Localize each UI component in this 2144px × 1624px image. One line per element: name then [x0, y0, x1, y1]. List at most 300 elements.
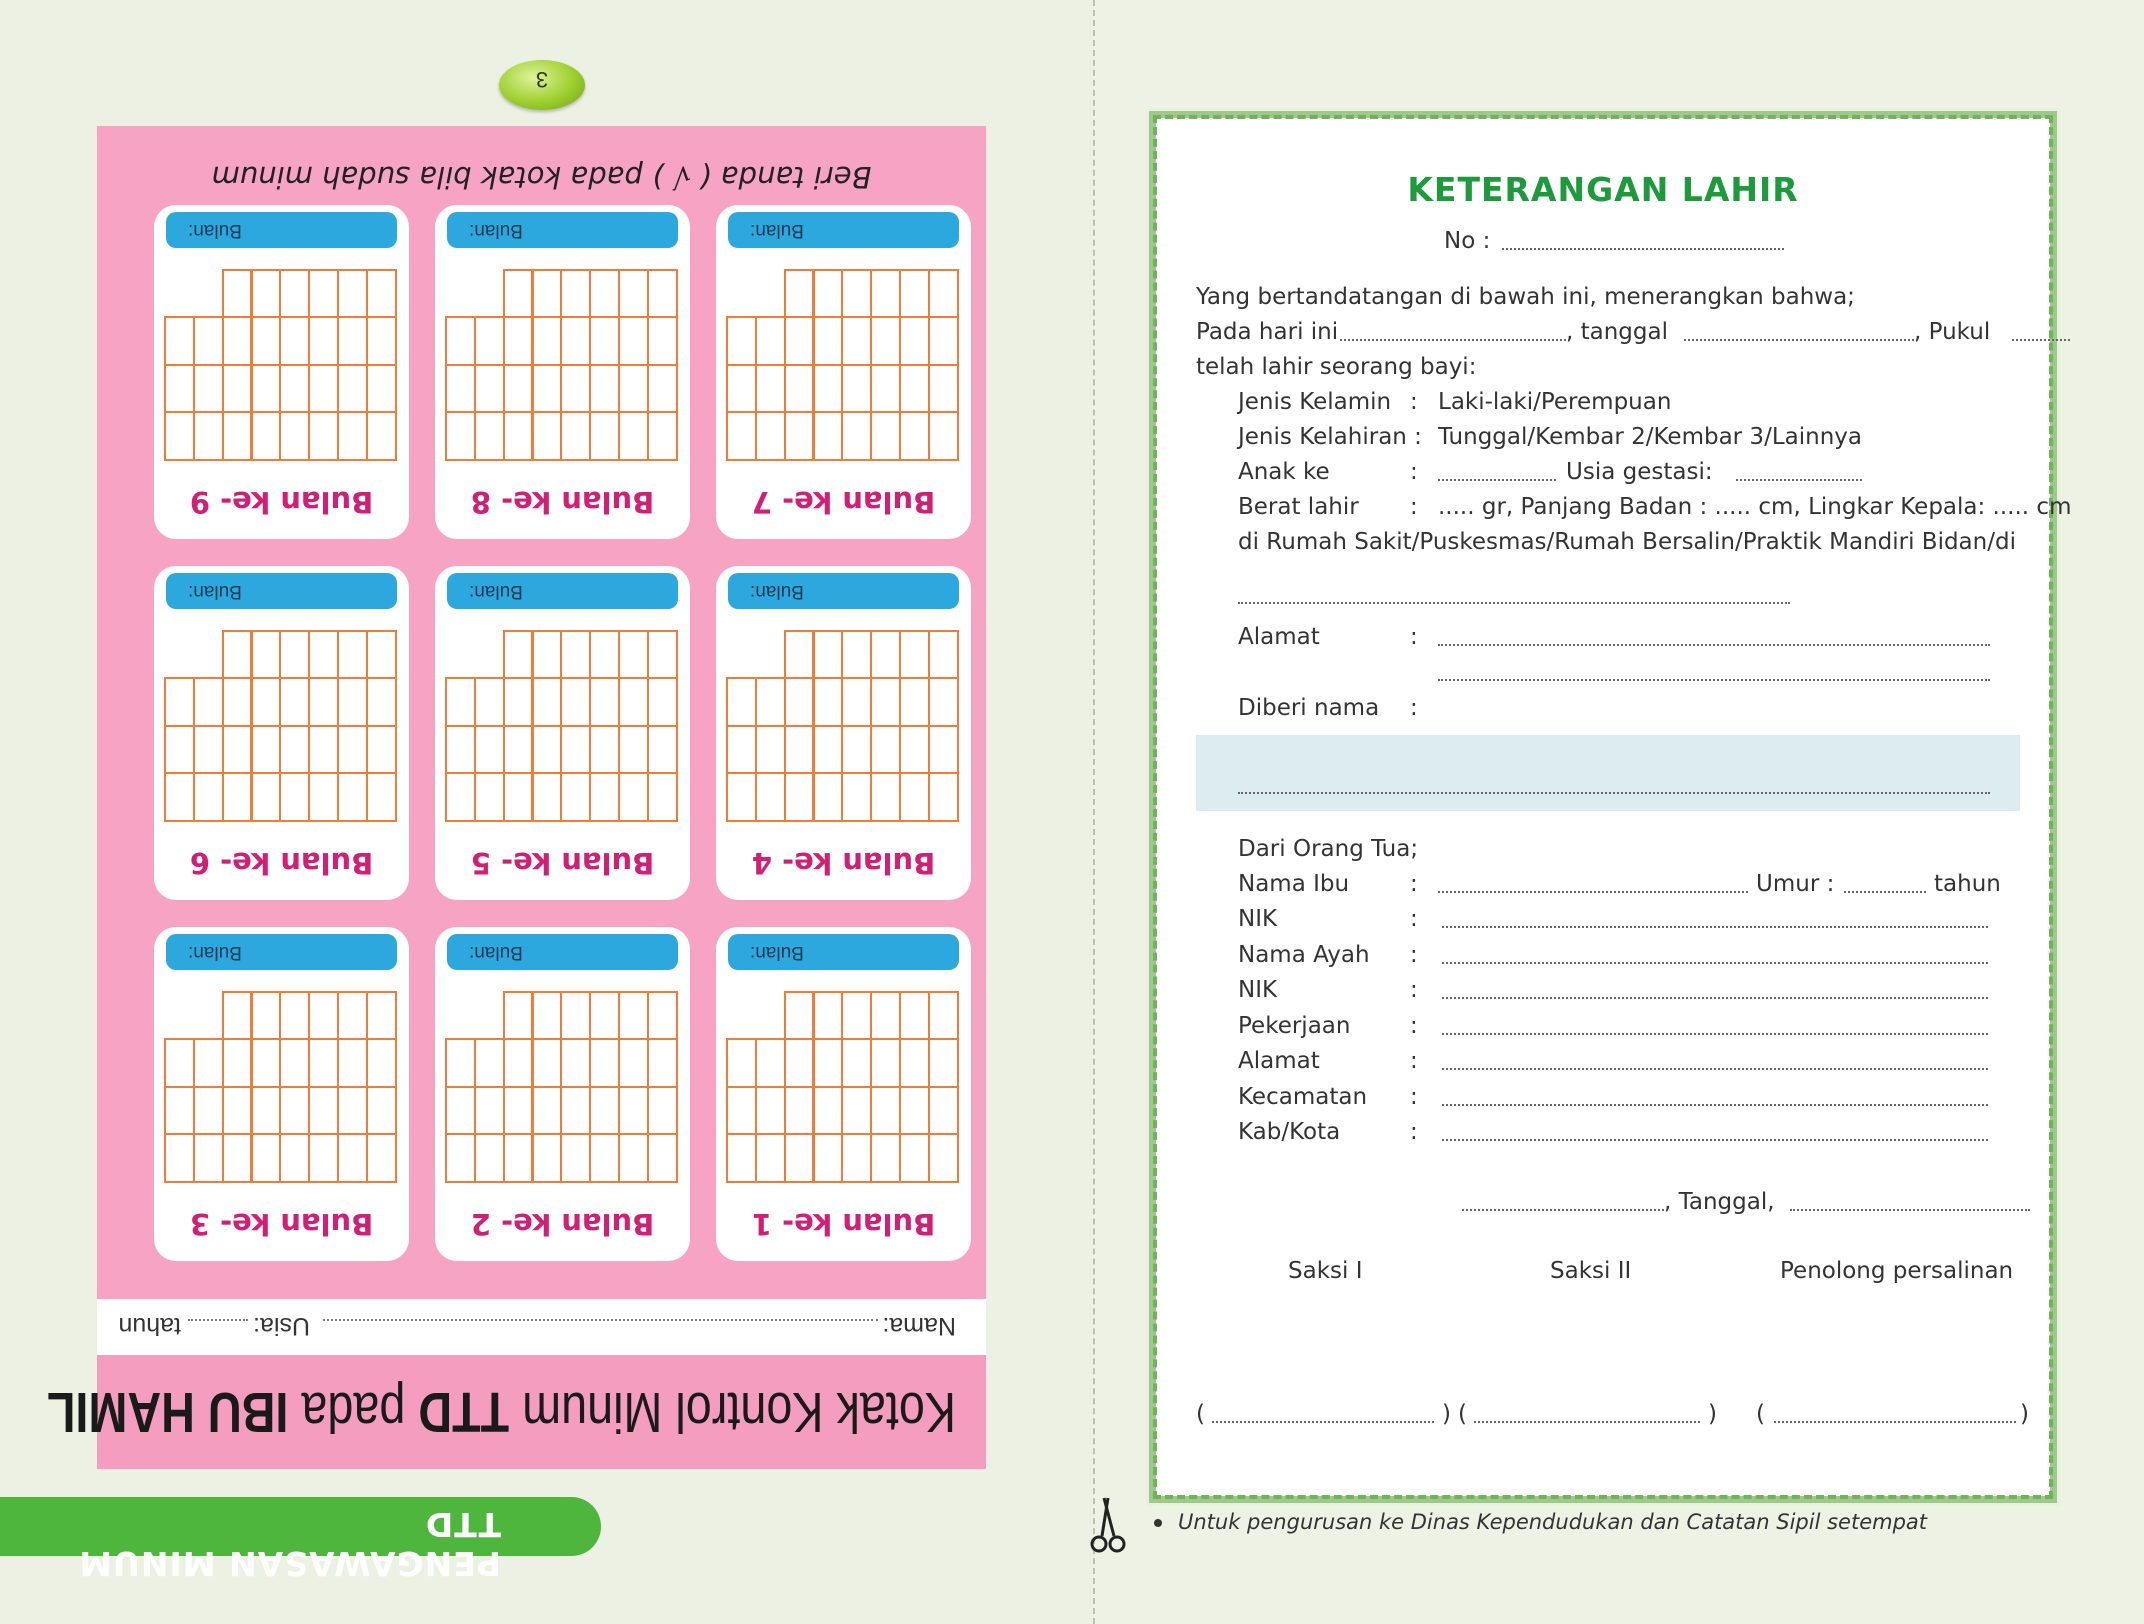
witness-1-signature[interactable]: [1212, 1421, 1434, 1423]
parent-field-input[interactable]: [1442, 926, 1988, 928]
day-checkbox[interactable]: [366, 1039, 397, 1089]
day-checkbox[interactable]: [928, 678, 959, 728]
day-checkbox[interactable]: [813, 1086, 844, 1136]
mother-name-field[interactable]: [1438, 891, 1748, 893]
day-checkbox[interactable]: [308, 725, 339, 775]
day-checkbox[interactable]: [532, 630, 563, 680]
day-checkbox[interactable]: [618, 1134, 649, 1184]
parent-field-input[interactable]: [1442, 997, 1988, 999]
day-checkbox[interactable]: [164, 678, 195, 728]
day-checkbox[interactable]: [755, 364, 786, 414]
day-checkbox[interactable]: [474, 1086, 505, 1136]
day-checkbox[interactable]: [928, 725, 959, 775]
day-checkbox[interactable]: [899, 317, 930, 367]
day-checkbox[interactable]: [841, 1086, 872, 1136]
day-checkbox[interactable]: [726, 364, 757, 414]
day-checkbox[interactable]: [755, 1134, 786, 1184]
day-checkbox[interactable]: [784, 1039, 815, 1089]
address-field-2[interactable]: [1438, 679, 1990, 681]
day-checkbox[interactable]: [755, 773, 786, 823]
day-checkbox[interactable]: [222, 317, 253, 367]
day-checkbox[interactable]: [222, 678, 253, 728]
day-checkbox[interactable]: [222, 1039, 253, 1089]
day-checkbox[interactable]: [618, 991, 649, 1041]
day-checkbox[interactable]: [899, 678, 930, 728]
day-checkbox[interactable]: [618, 678, 649, 728]
day-checkbox[interactable]: [308, 412, 339, 462]
day-checkbox[interactable]: [193, 412, 224, 462]
day-checkbox[interactable]: [841, 412, 872, 462]
day-checkbox[interactable]: [222, 725, 253, 775]
day-checkbox[interactable]: [474, 773, 505, 823]
day-checkbox[interactable]: [813, 630, 844, 680]
day-checkbox[interactable]: [308, 630, 339, 680]
day-checkbox[interactable]: [474, 1134, 505, 1184]
day-checkbox[interactable]: [279, 317, 310, 367]
day-checkbox[interactable]: [899, 630, 930, 680]
day-checkbox[interactable]: [647, 773, 678, 823]
day-checkbox[interactable]: [647, 1134, 678, 1184]
day-checkbox[interactable]: [503, 364, 534, 414]
day-checkbox[interactable]: [222, 991, 253, 1041]
day-checkbox[interactable]: [279, 630, 310, 680]
day-checkbox[interactable]: [366, 773, 397, 823]
day-checkbox[interactable]: [755, 678, 786, 728]
day-checkbox[interactable]: [560, 773, 591, 823]
parent-field-input[interactable]: [1442, 1068, 1988, 1070]
day-checkbox[interactable]: [445, 725, 476, 775]
parent-field-input[interactable]: [1442, 1033, 1988, 1035]
day-checkbox[interactable]: [813, 364, 844, 414]
attendant-signature[interactable]: [1774, 1421, 2016, 1423]
day-checkbox[interactable]: [308, 773, 339, 823]
day-checkbox[interactable]: [589, 317, 620, 367]
day-checkbox[interactable]: [647, 1039, 678, 1089]
month-input-bar[interactable]: [447, 212, 678, 248]
day-checkbox[interactable]: [337, 630, 368, 680]
day-checkbox[interactable]: [928, 630, 959, 680]
day-checkbox[interactable]: [870, 317, 901, 367]
day-checkbox[interactable]: [532, 317, 563, 367]
day-checkbox[interactable]: [841, 1039, 872, 1089]
parent-field-input[interactable]: [1442, 1139, 1988, 1141]
day-checkbox[interactable]: [222, 1086, 253, 1136]
day-checkbox[interactable]: [503, 317, 534, 367]
day-checkbox[interactable]: [503, 1039, 534, 1089]
day-checkbox[interactable]: [251, 630, 282, 680]
day-checkbox[interactable]: [474, 678, 505, 728]
day-checkbox[interactable]: [647, 269, 678, 319]
day-checkbox[interactable]: [366, 317, 397, 367]
day-checkbox[interactable]: [647, 991, 678, 1041]
day-checkbox[interactable]: [308, 269, 339, 319]
day-checkbox[interactable]: [308, 1086, 339, 1136]
sign-date-field[interactable]: [1790, 1209, 2030, 1211]
day-checkbox[interactable]: [560, 317, 591, 367]
day-checkbox[interactable]: [618, 1039, 649, 1089]
day-checkbox[interactable]: [784, 317, 815, 367]
day-checkbox[interactable]: [813, 412, 844, 462]
day-checkbox[interactable]: [726, 317, 757, 367]
day-checkbox[interactable]: [589, 364, 620, 414]
day-checkbox[interactable]: [726, 725, 757, 775]
day-checkbox[interactable]: [532, 269, 563, 319]
day-checkbox[interactable]: [251, 1134, 282, 1184]
day-checkbox[interactable]: [899, 1039, 930, 1089]
day-checkbox[interactable]: [337, 725, 368, 775]
day-checkbox[interactable]: [755, 1039, 786, 1089]
day-checkbox[interactable]: [784, 412, 815, 462]
day-checkbox[interactable]: [366, 1134, 397, 1184]
day-checkbox[interactable]: [870, 773, 901, 823]
day-checkbox[interactable]: [251, 773, 282, 823]
day-checkbox[interactable]: [589, 269, 620, 319]
day-checkbox[interactable]: [503, 412, 534, 462]
day-checkbox[interactable]: [308, 364, 339, 414]
day-checkbox[interactable]: [251, 991, 282, 1041]
day-checkbox[interactable]: [279, 412, 310, 462]
day-checkbox[interactable]: [928, 1039, 959, 1089]
day-checkbox[interactable]: [618, 630, 649, 680]
day-checkbox[interactable]: [618, 412, 649, 462]
day-checkbox[interactable]: [503, 269, 534, 319]
day-checkbox[interactable]: [841, 364, 872, 414]
day-checkbox[interactable]: [841, 1134, 872, 1184]
day-checkbox[interactable]: [474, 1039, 505, 1089]
day-checkbox[interactable]: [784, 678, 815, 728]
day-checkbox[interactable]: [164, 317, 195, 367]
day-checkbox[interactable]: [445, 1086, 476, 1136]
day-checkbox[interactable]: [251, 364, 282, 414]
day-checkbox[interactable]: [164, 412, 195, 462]
day-checkbox[interactable]: [813, 1134, 844, 1184]
day-checkbox[interactable]: [474, 364, 505, 414]
day-checkbox[interactable]: [222, 1134, 253, 1184]
day-checkbox[interactable]: [870, 630, 901, 680]
day-checkbox[interactable]: [279, 1039, 310, 1089]
day-checkbox[interactable]: [560, 991, 591, 1041]
day-checkbox[interactable]: [899, 412, 930, 462]
day-checkbox[interactable]: [726, 1086, 757, 1136]
day-checkbox[interactable]: [841, 630, 872, 680]
day-checkbox[interactable]: [589, 630, 620, 680]
day-checkbox[interactable]: [532, 725, 563, 775]
month-input-bar[interactable]: [166, 212, 397, 248]
day-checkbox[interactable]: [308, 1039, 339, 1089]
day-checkbox[interactable]: [279, 269, 310, 319]
child-number-field[interactable]: [1438, 479, 1556, 481]
day-checkbox[interactable]: [279, 364, 310, 414]
day-checkbox[interactable]: [726, 1134, 757, 1184]
day-checkbox[interactable]: [870, 678, 901, 728]
day-checkbox[interactable]: [647, 678, 678, 728]
day-checkbox[interactable]: [337, 678, 368, 728]
day-checkbox[interactable]: [251, 1039, 282, 1089]
day-checkbox[interactable]: [308, 678, 339, 728]
date-field[interactable]: [1684, 339, 1914, 341]
sign-place-field[interactable]: [1462, 1209, 1664, 1211]
day-checkbox[interactable]: [755, 1086, 786, 1136]
day-checkbox[interactable]: [193, 1134, 224, 1184]
day-checkbox[interactable]: [813, 678, 844, 728]
day-checkbox[interactable]: [618, 725, 649, 775]
day-checkbox[interactable]: [337, 991, 368, 1041]
day-checkbox[interactable]: [193, 1086, 224, 1136]
day-checkbox[interactable]: [784, 630, 815, 680]
day-checkbox[interactable]: [193, 725, 224, 775]
day-checkbox[interactable]: [755, 317, 786, 367]
day-checkbox[interactable]: [193, 364, 224, 414]
month-input-bar[interactable]: [447, 934, 678, 970]
day-checkbox[interactable]: [647, 725, 678, 775]
day-checkbox[interactable]: [251, 678, 282, 728]
day-checkbox[interactable]: [841, 991, 872, 1041]
day-checkbox[interactable]: [337, 1134, 368, 1184]
day-checkbox[interactable]: [337, 773, 368, 823]
day-checkbox[interactable]: [784, 725, 815, 775]
day-checkbox[interactable]: [503, 630, 534, 680]
day-checkbox[interactable]: [618, 317, 649, 367]
month-input-bar[interactable]: [166, 934, 397, 970]
day-checkbox[interactable]: [222, 364, 253, 414]
month-input-bar[interactable]: [728, 573, 959, 609]
day-checkbox[interactable]: [532, 773, 563, 823]
day-checkbox[interactable]: [560, 269, 591, 319]
day-checkbox[interactable]: [589, 412, 620, 462]
day-checkbox[interactable]: [337, 364, 368, 414]
mother-age-field[interactable]: [1844, 891, 1926, 893]
month-input-bar[interactable]: [728, 212, 959, 248]
month-input-bar[interactable]: [166, 573, 397, 609]
day-checkbox[interactable]: [870, 1086, 901, 1136]
day-checkbox[interactable]: [164, 1086, 195, 1136]
day-checkbox[interactable]: [813, 991, 844, 1041]
day-checkbox[interactable]: [193, 773, 224, 823]
day-checkbox[interactable]: [870, 269, 901, 319]
day-checkbox[interactable]: [474, 412, 505, 462]
day-checkbox[interactable]: [647, 317, 678, 367]
day-checkbox[interactable]: [164, 725, 195, 775]
day-checkbox[interactable]: [445, 364, 476, 414]
day-checkbox[interactable]: [726, 1039, 757, 1089]
day-checkbox[interactable]: [647, 364, 678, 414]
day-checkbox[interactable]: [445, 773, 476, 823]
day-checkbox[interactable]: [928, 317, 959, 367]
day-checkbox[interactable]: [560, 412, 591, 462]
day-checkbox[interactable]: [841, 773, 872, 823]
day-checkbox[interactable]: [308, 991, 339, 1041]
day-checkbox[interactable]: [193, 678, 224, 728]
day-checkbox[interactable]: [784, 364, 815, 414]
address-field-1[interactable]: [1438, 644, 1990, 646]
day-checkbox[interactable]: [222, 773, 253, 823]
day-checkbox[interactable]: [503, 1086, 534, 1136]
day-checkbox[interactable]: [841, 317, 872, 367]
day-checkbox[interactable]: [928, 364, 959, 414]
day-checkbox[interactable]: [589, 1134, 620, 1184]
day-checkbox[interactable]: [532, 412, 563, 462]
day-checkbox[interactable]: [366, 364, 397, 414]
day-checkbox[interactable]: [841, 678, 872, 728]
name-field[interactable]: [323, 1319, 878, 1321]
day-checkbox[interactable]: [503, 678, 534, 728]
day-checkbox[interactable]: [589, 678, 620, 728]
day-checkbox[interactable]: [251, 1086, 282, 1136]
day-checkbox[interactable]: [899, 1086, 930, 1136]
day-checkbox[interactable]: [784, 773, 815, 823]
day-checkbox[interactable]: [337, 1086, 368, 1136]
day-checkbox[interactable]: [589, 773, 620, 823]
day-checkbox[interactable]: [560, 1039, 591, 1089]
day-checkbox[interactable]: [560, 725, 591, 775]
day-checkbox[interactable]: [366, 412, 397, 462]
day-checkbox[interactable]: [618, 1086, 649, 1136]
day-checkbox[interactable]: [647, 1086, 678, 1136]
day-checkbox[interactable]: [337, 269, 368, 319]
day-checkbox[interactable]: [279, 991, 310, 1041]
place-field[interactable]: [1238, 602, 1790, 604]
month-input-bar[interactable]: [447, 573, 678, 609]
day-checkbox[interactable]: [928, 1134, 959, 1184]
day-checkbox[interactable]: [164, 364, 195, 414]
day-checkbox[interactable]: [928, 773, 959, 823]
day-checkbox[interactable]: [589, 725, 620, 775]
day-checkbox[interactable]: [813, 317, 844, 367]
day-checkbox[interactable]: [870, 1134, 901, 1184]
day-checkbox[interactable]: [784, 1134, 815, 1184]
day-checkbox[interactable]: [251, 412, 282, 462]
day-checkbox[interactable]: [870, 412, 901, 462]
day-checkbox[interactable]: [928, 1086, 959, 1136]
witness-2-signature[interactable]: [1474, 1421, 1700, 1423]
day-checkbox[interactable]: [589, 1086, 620, 1136]
day-checkbox[interactable]: [164, 1134, 195, 1184]
day-checkbox[interactable]: [337, 317, 368, 367]
day-checkbox[interactable]: [870, 991, 901, 1041]
day-checkbox[interactable]: [366, 269, 397, 319]
day-checkbox[interactable]: [445, 1134, 476, 1184]
day-checkbox[interactable]: [899, 991, 930, 1041]
day-checkbox[interactable]: [279, 1134, 310, 1184]
day-checkbox[interactable]: [164, 773, 195, 823]
day-checkbox[interactable]: [899, 364, 930, 414]
day-checkbox[interactable]: [813, 773, 844, 823]
day-checkbox[interactable]: [560, 364, 591, 414]
day-checkbox[interactable]: [279, 773, 310, 823]
day-checkbox[interactable]: [164, 1039, 195, 1089]
day-checkbox[interactable]: [928, 269, 959, 319]
day-checkbox[interactable]: [474, 725, 505, 775]
day-checkbox[interactable]: [813, 269, 844, 319]
day-checkbox[interactable]: [279, 1086, 310, 1136]
day-checkbox[interactable]: [366, 991, 397, 1041]
day-checkbox[interactable]: [841, 725, 872, 775]
day-checkbox[interactable]: [532, 1086, 563, 1136]
day-checkbox[interactable]: [841, 269, 872, 319]
day-checkbox[interactable]: [251, 725, 282, 775]
age-field[interactable]: [188, 1319, 248, 1321]
day-checkbox[interactable]: [560, 1086, 591, 1136]
day-checkbox[interactable]: [784, 991, 815, 1041]
day-checkbox[interactable]: [560, 1134, 591, 1184]
day-checkbox[interactable]: [366, 1086, 397, 1136]
day-checkbox[interactable]: [726, 412, 757, 462]
day-checkbox[interactable]: [618, 269, 649, 319]
time-field[interactable]: [2012, 339, 2070, 341]
day-checkbox[interactable]: [784, 1086, 815, 1136]
day-checkbox[interactable]: [279, 725, 310, 775]
day-checkbox[interactable]: [193, 1039, 224, 1089]
day-checkbox[interactable]: [813, 725, 844, 775]
day-checkbox[interactable]: [726, 678, 757, 728]
day-checkbox[interactable]: [899, 269, 930, 319]
day-checkbox[interactable]: [445, 678, 476, 728]
day-checkbox[interactable]: [279, 678, 310, 728]
day-checkbox[interactable]: [445, 412, 476, 462]
day-checkbox[interactable]: [532, 1134, 563, 1184]
parent-field-input[interactable]: [1442, 962, 1988, 964]
day-checkbox[interactable]: [870, 725, 901, 775]
day-checkbox[interactable]: [474, 317, 505, 367]
given-name-field[interactable]: [1238, 792, 1990, 794]
day-checkbox[interactable]: [589, 991, 620, 1041]
no-field[interactable]: [1502, 248, 1784, 250]
day-checkbox[interactable]: [899, 725, 930, 775]
day-checkbox[interactable]: [366, 630, 397, 680]
day-checkbox[interactable]: [618, 773, 649, 823]
day-checkbox[interactable]: [647, 412, 678, 462]
day-checkbox[interactable]: [222, 630, 253, 680]
day-checkbox[interactable]: [899, 1134, 930, 1184]
day-checkbox[interactable]: [647, 630, 678, 680]
day-checkbox[interactable]: [337, 412, 368, 462]
gestation-field[interactable]: [1736, 479, 1862, 481]
day-checkbox[interactable]: [532, 678, 563, 728]
parent-field-input[interactable]: [1442, 1104, 1988, 1106]
day-checkbox[interactable]: [193, 317, 224, 367]
day-checkbox[interactable]: [503, 991, 534, 1041]
day-checkbox[interactable]: [899, 773, 930, 823]
day-checkbox[interactable]: [503, 1134, 534, 1184]
day-checkbox[interactable]: [366, 725, 397, 775]
day-checkbox[interactable]: [726, 773, 757, 823]
day-checkbox[interactable]: [870, 364, 901, 414]
day-checkbox[interactable]: [503, 725, 534, 775]
day-checkbox[interactable]: [532, 991, 563, 1041]
day-checkbox[interactable]: [445, 317, 476, 367]
day-checkbox[interactable]: [784, 269, 815, 319]
day-checkbox[interactable]: [560, 678, 591, 728]
day-checkbox[interactable]: [222, 412, 253, 462]
day-checkbox[interactable]: [755, 412, 786, 462]
day-checkbox[interactable]: [222, 269, 253, 319]
day-checkbox[interactable]: [251, 269, 282, 319]
day-checkbox[interactable]: [560, 630, 591, 680]
day-field[interactable]: [1340, 339, 1566, 341]
day-checkbox[interactable]: [445, 1039, 476, 1089]
day-checkbox[interactable]: [251, 317, 282, 367]
day-checkbox[interactable]: [366, 678, 397, 728]
day-checkbox[interactable]: [532, 364, 563, 414]
day-checkbox[interactable]: [928, 991, 959, 1041]
day-checkbox[interactable]: [337, 1039, 368, 1089]
day-checkbox[interactable]: [308, 1134, 339, 1184]
day-checkbox[interactable]: [870, 1039, 901, 1089]
day-checkbox[interactable]: [813, 1039, 844, 1089]
day-checkbox[interactable]: [755, 725, 786, 775]
day-checkbox[interactable]: [532, 1039, 563, 1089]
day-checkbox[interactable]: [589, 1039, 620, 1089]
